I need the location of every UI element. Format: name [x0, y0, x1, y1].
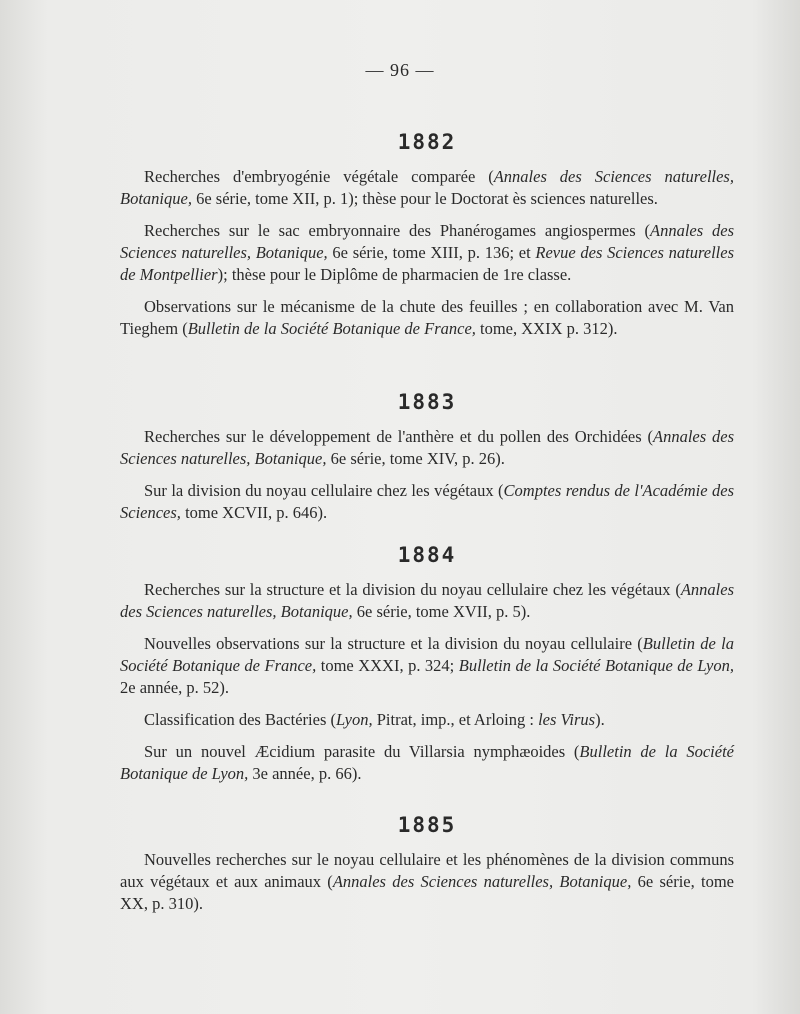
year-heading: 1882 [397, 130, 457, 154]
bibliography-entry: Classification des Bactéries (Lyon, Pitrat, imp., et Arloing : les Virus). [144, 710, 605, 729]
page-number: — 96 — [365, 60, 435, 80]
bibliography-entry: Sur la division du noyau cellulaire chez les végétaux (Comptes rendus de l'Académie des Sciences, tome XCVII, p. 646). [120, 481, 734, 522]
bibliography-entry: Nouvelles observations sur la structure et la division du noyau cellulaire (Bulletin de la Société Botanique de France, tome XXXI, p. 324; Bulletin de la Société Botanique de Lyon, 2e année, p. 52). [120, 634, 734, 697]
year-heading: 1884 [397, 543, 457, 567]
bibliography-entry: Recherches sur la structure et la division du noyau cellulaire chez les végétaux (Annales des Sciences naturelles, Botanique, 6e série, tome XVII, p. 5). [120, 580, 734, 621]
year-heading: 1885 [397, 813, 457, 837]
section-1883 [120, 390, 734, 534]
bibliography-entry: Nouvelles recherches sur le noyau cellulaire et les phénomènes de la division communs aux végétaux et aux animaux (Annales des Sciences naturelles, Botanique, 6e série, tome XX, p. 310). [120, 850, 734, 913]
bibliography-entry: Recherches d'embryogénie végétale comparée (Annales des Sciences naturelles, Botanique, 6e série, tome XII, p. 1); thèse pour le Doctorat ès sciences naturelles. [120, 167, 734, 208]
section-1885 [120, 813, 734, 925]
bibliography-entry: Recherches sur le développement de l'anthère et du pollen des Orchidées (Annales des Sciences naturelles, Botanique, 6e série, tome XIV, p. 26). [120, 427, 734, 468]
bibliography-entry: Sur un nouvel Æcidium parasite du Villarsia nymphæoides (Bulletin de la Société Botanique de Lyon, 3e année, p. 66). [120, 742, 734, 783]
bibliography-entry: Observations sur le mécanisme de la chute des feuilles ; en collaboration avec M. Van Tieghem (Bulletin de la Société Botanique de France, tome, XXIX p. 312). [120, 297, 734, 338]
year-heading: 1883 [397, 390, 457, 414]
section-1884 [120, 543, 734, 795]
bibliography-entry: Recherches sur le sac embryonnaire des Phanérogames angiospermes (Annales des Sciences naturelles, Botanique, 6e série, tome XIII, p. 136; et Revue des Sciences naturelles de Montpellier); thèse pour le Diplôme de pharmacien de 1re classe. [120, 221, 735, 284]
section-1882 [120, 130, 734, 350]
